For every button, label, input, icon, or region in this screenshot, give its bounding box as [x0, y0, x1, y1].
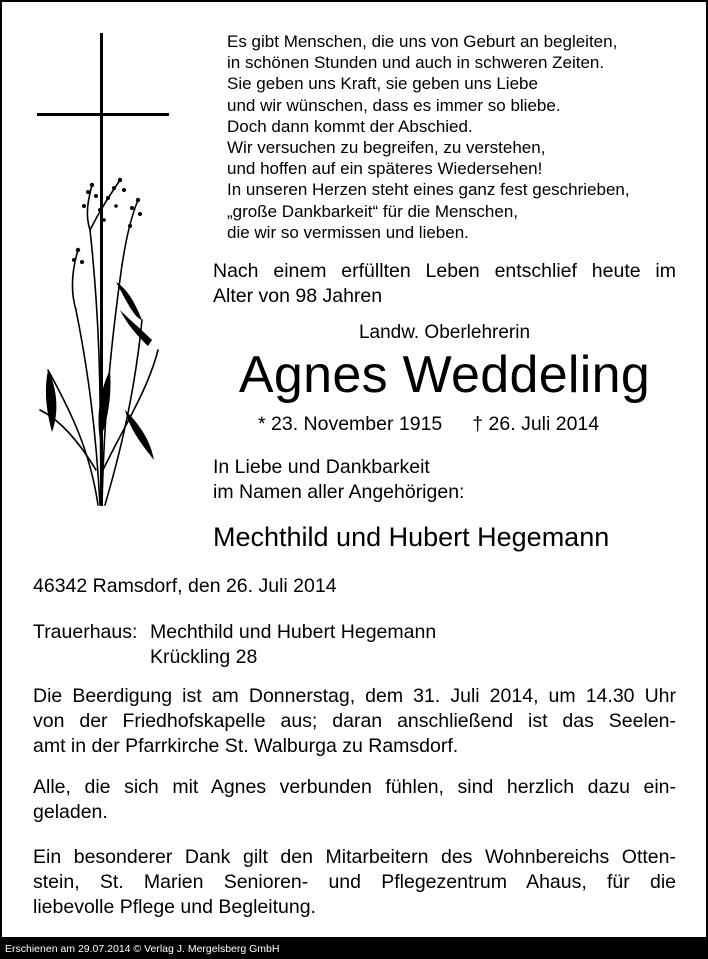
grain-stalks-illustration: [30, 170, 170, 510]
deceased-title: Landw. Oberlehrerin: [358, 322, 531, 343]
invitation-line: geladen.: [33, 801, 108, 823]
thanks-line: Ein besonderer Dank gilt den Mitarbeitern des Wohnbereichs Otten-: [33, 846, 676, 868]
poem-line: Es gibt Menschen, die uns von Geburt an begleiten,: [227, 32, 618, 51]
funeral-line: von der Friedhofskapelle aus; daran anschließend ist das Seelen-: [33, 710, 676, 732]
thanks-line: liebevolle Pflege und Begleitung.: [33, 896, 316, 918]
funeral-line: amt in der Pfarrkirche St. Walburga zu Ramsdorf.: [33, 735, 459, 757]
poem-line: die wir so vermissen und lieben.: [227, 222, 469, 242]
announcement-line: Alter von 98 Jahren: [213, 285, 383, 307]
thanks-text: [33, 845, 676, 920]
death-announcement: [213, 259, 676, 309]
publication-footer: Erschienen am 29.07.2014 © Verlag J. Mergelsberg GmbH: [0, 939, 708, 959]
thanks-line: stein, St. Marien Senioren- und Pflegezentrum Ahaus, für die: [33, 871, 676, 893]
gratitude-note: [213, 455, 464, 505]
memorial-poem: [227, 31, 630, 243]
poem-line: In unseren Herzen steht eines ganz fest geschrieben,: [227, 180, 630, 200]
poem-line: Sie geben uns Kraft, sie geben uns Liebe: [227, 74, 538, 94]
birth-date: * 23. November 1915: [258, 413, 443, 435]
invitation-text: [33, 775, 676, 825]
mourning-house-label: Trauerhaus:: [33, 621, 138, 643]
mourning-house-name: Mechthild und Hubert Hegemann: [150, 621, 437, 643]
cross-horizontal-bar: [37, 113, 169, 116]
funeral-details: [33, 684, 676, 759]
gratitude-line: im Namen aller Angehörigen:: [213, 481, 465, 503]
poem-line: in schönen Stunden und auch in schweren Zeiten.: [227, 53, 605, 73]
life-dates: [258, 411, 599, 437]
place-and-date: 46342 Ramsdorf, den 26. Juli 2014: [33, 575, 337, 597]
funeral-line: Die Beerdigung ist am Donnerstag, dem 31. Juli 2014, um 14.30 Uhr: [33, 685, 676, 707]
invitation-line: Alle, die sich mit Agnes verbunden fühlen, sind herzlich dazu ein-: [33, 776, 676, 798]
poem-line: Doch dann kommt der Abschied.: [227, 116, 473, 136]
deceased-name: Agnes Weddeling: [238, 346, 651, 404]
death-date: † 26. Juli 2014: [472, 413, 600, 435]
poem-line: und hoffen auf ein späteres Wiedersehen!: [227, 159, 543, 179]
mourning-house-address: Krückling 28: [150, 646, 258, 668]
poem-line: „große Dankbarkeit“ für die Menschen,: [227, 201, 519, 221]
mourning-house: [33, 620, 436, 670]
mourners-names: Mechthild und Hubert Hegemann: [213, 522, 610, 552]
poem-line: Wir versuchen zu begreifen, zu verstehen,: [227, 138, 546, 158]
gratitude-line: In Liebe und Dankbarkeit: [213, 456, 430, 478]
poem-line: und wir wünschen, dass es immer so bliebe.: [227, 95, 561, 115]
announcement-line: Nach einem erfüllten Leben entschlief heute im: [213, 260, 676, 282]
